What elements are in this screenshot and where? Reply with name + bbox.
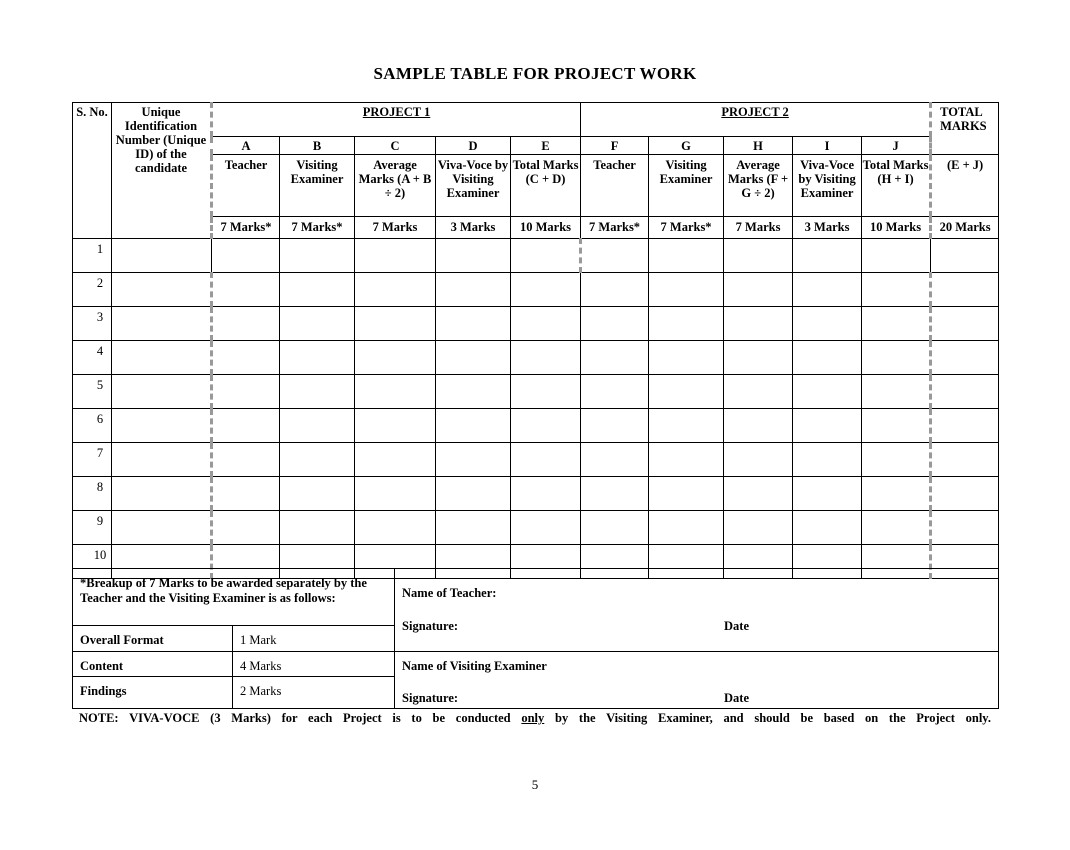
column-marks-e: 10 Marks bbox=[511, 217, 581, 239]
mark-cell[interactable] bbox=[724, 273, 793, 307]
mark-cell[interactable] bbox=[212, 511, 280, 545]
column-marks-g: 7 Marks* bbox=[649, 217, 724, 239]
mark-cell[interactable] bbox=[649, 409, 724, 443]
mark-cell[interactable] bbox=[931, 443, 999, 477]
table-row bbox=[73, 477, 999, 511]
table-row bbox=[73, 511, 999, 545]
column-letter-j: J bbox=[862, 137, 931, 155]
column-marks-j: 10 Marks bbox=[862, 217, 931, 239]
note bbox=[79, 711, 991, 726]
mark-cell[interactable] bbox=[355, 511, 436, 545]
column-label-b: Visiting Examiner bbox=[280, 155, 355, 217]
table-row bbox=[73, 409, 999, 443]
teacher-name-label: Name of Teacher: bbox=[402, 586, 497, 600]
mark-cell[interactable] bbox=[793, 341, 862, 375]
breakup-item-value-2: 2 Marks bbox=[233, 677, 395, 709]
mark-cell[interactable] bbox=[436, 341, 511, 375]
table-row bbox=[73, 341, 999, 375]
marks-table bbox=[72, 102, 999, 579]
mark-cell[interactable] bbox=[511, 375, 581, 409]
header-sno: S. No. bbox=[73, 103, 112, 239]
mark-cell[interactable] bbox=[581, 443, 649, 477]
mark-cell[interactable] bbox=[511, 239, 581, 273]
mark-cell[interactable] bbox=[112, 273, 212, 307]
mark-cell[interactable] bbox=[724, 409, 793, 443]
mark-cell[interactable] bbox=[280, 477, 355, 511]
mark-cell[interactable] bbox=[212, 443, 280, 477]
mark-cell[interactable] bbox=[649, 443, 724, 477]
mark-cell[interactable] bbox=[436, 443, 511, 477]
column-letter-h: H bbox=[724, 137, 793, 155]
mark-cell[interactable] bbox=[112, 307, 212, 341]
mark-cell[interactable] bbox=[793, 409, 862, 443]
mark-cell[interactable] bbox=[436, 477, 511, 511]
row-number: 1 bbox=[73, 239, 112, 273]
table-row bbox=[73, 239, 999, 273]
mark-cell[interactable] bbox=[862, 307, 931, 341]
mark-cell[interactable] bbox=[862, 477, 931, 511]
mark-cell[interactable] bbox=[436, 307, 511, 341]
mark-cell[interactable] bbox=[862, 341, 931, 375]
breakup-item-value-0: 1 Mark bbox=[233, 626, 395, 652]
column-marks-i: 3 Marks bbox=[793, 217, 862, 239]
column-marks-h: 7 Marks bbox=[724, 217, 793, 239]
mark-cell[interactable] bbox=[280, 307, 355, 341]
mark-cell[interactable] bbox=[581, 273, 649, 307]
total-formula: (E + J) bbox=[931, 155, 999, 217]
mark-cell[interactable] bbox=[724, 307, 793, 341]
mark-cell[interactable] bbox=[212, 375, 280, 409]
mark-cell[interactable] bbox=[112, 239, 212, 273]
mark-cell[interactable] bbox=[931, 375, 999, 409]
mark-cell[interactable] bbox=[436, 239, 511, 273]
page-title: SAMPLE TABLE FOR PROJECT WORK bbox=[373, 64, 697, 83]
table-row bbox=[73, 273, 999, 307]
mark-cell[interactable] bbox=[581, 477, 649, 511]
column-letter-g: G bbox=[649, 137, 724, 155]
column-letter-c: C bbox=[355, 137, 436, 155]
mark-cell[interactable] bbox=[581, 409, 649, 443]
mark-cell[interactable] bbox=[862, 375, 931, 409]
total-marks: 20 Marks bbox=[931, 217, 999, 239]
mark-cell[interactable] bbox=[280, 511, 355, 545]
mark-cell[interactable] bbox=[581, 341, 649, 375]
mark-cell[interactable] bbox=[280, 409, 355, 443]
mark-cell[interactable] bbox=[931, 511, 999, 545]
mark-cell[interactable] bbox=[355, 239, 436, 273]
note-prefix: NOTE: VIVA-VOCE (3 Marks) for each Project is to be conducted bbox=[79, 711, 522, 725]
mark-cell[interactable] bbox=[212, 341, 280, 375]
row-number: 10 bbox=[73, 545, 112, 579]
mark-cell[interactable] bbox=[280, 239, 355, 273]
teacher-date-label: Date bbox=[724, 619, 750, 633]
mark-cell[interactable] bbox=[355, 273, 436, 307]
breakup-table bbox=[72, 568, 999, 709]
column-marks-f: 7 Marks* bbox=[581, 217, 649, 239]
mark-cell[interactable] bbox=[112, 511, 212, 545]
mark-cell[interactable] bbox=[581, 239, 649, 273]
breakup-item-value-1: 4 Marks bbox=[233, 652, 395, 677]
mark-cell[interactable] bbox=[649, 511, 724, 545]
examiner-signoff bbox=[395, 652, 999, 709]
mark-cell[interactable] bbox=[212, 307, 280, 341]
mark-cell[interactable] bbox=[581, 511, 649, 545]
mark-cell[interactable] bbox=[724, 375, 793, 409]
column-marks-d: 3 Marks bbox=[436, 217, 511, 239]
breakup-item-label-1: Content bbox=[73, 652, 233, 677]
column-label-j: Total Marks (H + I) bbox=[862, 155, 931, 217]
mark-cell[interactable] bbox=[280, 375, 355, 409]
mark-cell[interactable] bbox=[511, 477, 581, 511]
header-project-1 bbox=[212, 103, 581, 137]
mark-cell[interactable] bbox=[793, 443, 862, 477]
mark-cell[interactable] bbox=[931, 341, 999, 375]
row-number: 6 bbox=[73, 409, 112, 443]
row-number: 8 bbox=[73, 477, 112, 511]
header-project-2 bbox=[581, 103, 931, 137]
column-letter-d: D bbox=[436, 137, 511, 155]
teacher-signature-label: Signature: bbox=[402, 619, 459, 633]
column-marks-b: 7 Marks* bbox=[280, 217, 355, 239]
mark-cell[interactable] bbox=[436, 375, 511, 409]
mark-cell[interactable] bbox=[280, 273, 355, 307]
mark-cell[interactable] bbox=[724, 341, 793, 375]
mark-cell[interactable] bbox=[355, 477, 436, 511]
mark-cell[interactable] bbox=[355, 443, 436, 477]
teacher-signoff bbox=[395, 569, 999, 652]
mark-cell[interactable] bbox=[355, 409, 436, 443]
mark-cell[interactable] bbox=[649, 477, 724, 511]
column-letter-f: F bbox=[581, 137, 649, 155]
mark-cell[interactable] bbox=[212, 239, 280, 273]
row-number: 5 bbox=[73, 375, 112, 409]
mark-cell[interactable] bbox=[511, 341, 581, 375]
mark-cell[interactable] bbox=[793, 273, 862, 307]
mark-cell[interactable] bbox=[724, 511, 793, 545]
mark-cell[interactable] bbox=[649, 341, 724, 375]
project-2-label: PROJECT 2 bbox=[721, 105, 789, 119]
column-label-e: Total Marks (C + D) bbox=[511, 155, 581, 217]
examiner-name-label: Name of Visiting Examiner bbox=[402, 659, 547, 673]
column-letter-i: I bbox=[793, 137, 862, 155]
column-label-i: Viva-Voce by Visiting Examiner bbox=[793, 155, 862, 217]
column-label-a: Teacher bbox=[212, 155, 280, 217]
mark-cell[interactable] bbox=[724, 477, 793, 511]
mark-cell[interactable] bbox=[649, 307, 724, 341]
mark-cell[interactable] bbox=[280, 341, 355, 375]
mark-cell[interactable] bbox=[862, 239, 931, 273]
row-number: 9 bbox=[73, 511, 112, 545]
mark-cell[interactable] bbox=[212, 409, 280, 443]
mark-cell[interactable] bbox=[581, 307, 649, 341]
examiner-signature-label: Signature: bbox=[402, 691, 459, 705]
mark-cell[interactable] bbox=[931, 307, 999, 341]
row-number: 3 bbox=[73, 307, 112, 341]
breakup-heading: *Breakup of 7 Marks to be awarded separately by the Teacher and the Visiting Examiner is as follows: bbox=[73, 569, 395, 626]
breakup-item-label-2: Findings bbox=[73, 677, 233, 709]
mark-cell[interactable] bbox=[793, 307, 862, 341]
mark-cell[interactable] bbox=[724, 443, 793, 477]
mark-cell[interactable] bbox=[511, 273, 581, 307]
mark-cell[interactable] bbox=[112, 477, 212, 511]
row-number: 7 bbox=[73, 443, 112, 477]
mark-cell[interactable] bbox=[862, 443, 931, 477]
mark-cell[interactable] bbox=[112, 409, 212, 443]
mark-cell[interactable] bbox=[724, 239, 793, 273]
column-label-h: Average Marks (F + G ÷ 2) bbox=[724, 155, 793, 217]
mark-cell[interactable] bbox=[649, 239, 724, 273]
note-suffix: by the Visiting Examiner, and should be based on the Project only. bbox=[544, 711, 991, 725]
note-emphasis: only bbox=[521, 711, 545, 725]
mark-cell[interactable] bbox=[862, 273, 931, 307]
row-number: 4 bbox=[73, 341, 112, 375]
mark-cell[interactable] bbox=[862, 511, 931, 545]
table-row bbox=[73, 307, 999, 341]
mark-cell[interactable] bbox=[436, 511, 511, 545]
mark-cell[interactable] bbox=[649, 273, 724, 307]
breakup-item-label-0: Overall Format bbox=[73, 626, 233, 652]
mark-cell[interactable] bbox=[280, 443, 355, 477]
mark-cell[interactable] bbox=[649, 375, 724, 409]
mark-cell[interactable] bbox=[931, 273, 999, 307]
project-1-label: PROJECT 1 bbox=[362, 105, 431, 119]
mark-cell[interactable] bbox=[581, 375, 649, 409]
column-letter-b: B bbox=[280, 137, 355, 155]
mark-cell[interactable] bbox=[793, 239, 862, 273]
mark-cell[interactable] bbox=[511, 409, 581, 443]
column-marks-a: 7 Marks* bbox=[212, 217, 280, 239]
header-unique-id: Unique Identification Number (Unique ID) of the candidate bbox=[112, 103, 212, 239]
mark-cell[interactable] bbox=[511, 443, 581, 477]
mark-cell[interactable] bbox=[436, 273, 511, 307]
mark-cell[interactable] bbox=[355, 375, 436, 409]
mark-cell[interactable] bbox=[355, 307, 436, 341]
mark-cell[interactable] bbox=[212, 273, 280, 307]
mark-cell[interactable] bbox=[931, 477, 999, 511]
mark-cell[interactable] bbox=[862, 409, 931, 443]
column-letter-e: E bbox=[511, 137, 581, 155]
mark-cell[interactable] bbox=[793, 477, 862, 511]
mark-cell[interactable] bbox=[355, 341, 436, 375]
mark-cell[interactable] bbox=[793, 375, 862, 409]
mark-cell[interactable] bbox=[212, 477, 280, 511]
table-row bbox=[73, 375, 999, 409]
column-label-f: Teacher bbox=[581, 155, 649, 217]
column-label-g: Visiting Examiner bbox=[649, 155, 724, 217]
mark-cell[interactable] bbox=[112, 443, 212, 477]
mark-cell[interactable] bbox=[931, 409, 999, 443]
column-letter-a: A bbox=[212, 137, 280, 155]
mark-cell[interactable] bbox=[511, 511, 581, 545]
table-row bbox=[73, 443, 999, 477]
column-marks-c: 7 Marks bbox=[355, 217, 436, 239]
mark-cell[interactable] bbox=[511, 307, 581, 341]
row-number: 2 bbox=[73, 273, 112, 307]
column-label-c: Average Marks (A + B ÷ 2) bbox=[355, 155, 436, 217]
mark-cell[interactable] bbox=[112, 341, 212, 375]
mark-cell[interactable] bbox=[436, 409, 511, 443]
examiner-date-label: Date bbox=[724, 691, 750, 705]
mark-cell[interactable] bbox=[112, 375, 212, 409]
mark-cell[interactable] bbox=[931, 239, 999, 273]
mark-cell[interactable] bbox=[793, 511, 862, 545]
column-label-d: Viva-Voce by Visiting Examiner bbox=[436, 155, 511, 217]
page-number: 5 bbox=[531, 777, 539, 792]
header-total: TOTAL MARKS bbox=[931, 103, 999, 155]
